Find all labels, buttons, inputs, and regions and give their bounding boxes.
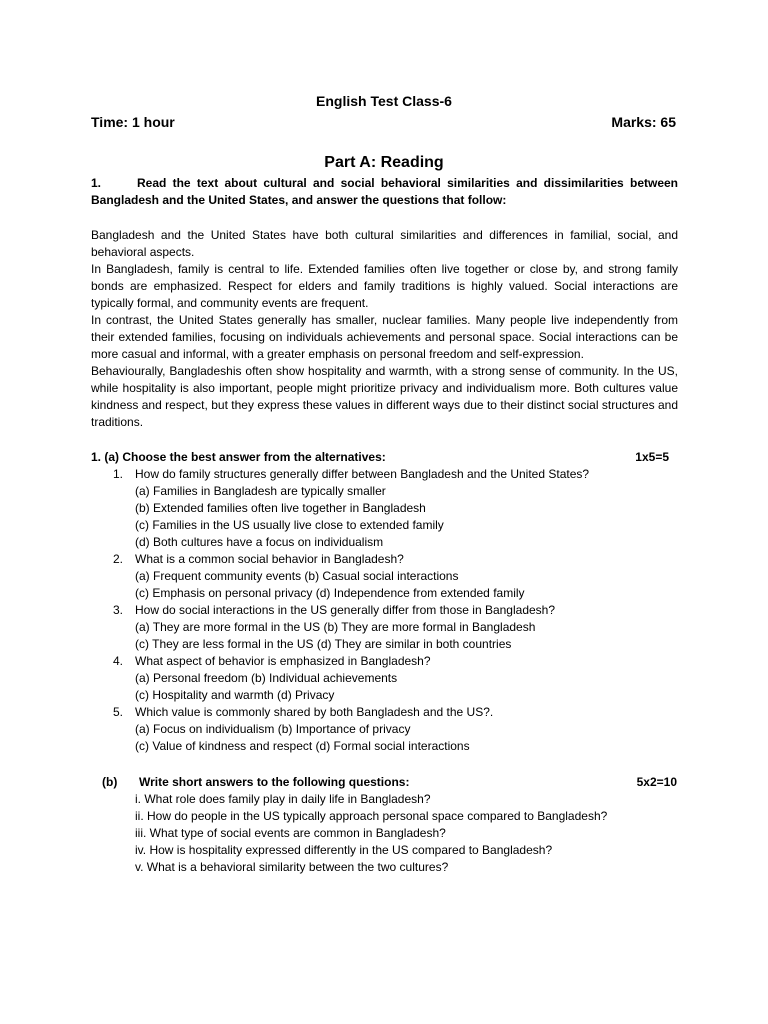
question-text: What aspect of behavior is emphasized in Bangladesh? xyxy=(135,654,431,668)
answer-option: (d) Both cultures have a focus on individualism xyxy=(135,535,384,549)
answer-option: (a) Focus on individualism (b) Importance of privacy xyxy=(135,722,411,736)
section-b-label: (b) xyxy=(102,775,118,789)
mcq-section-heading xyxy=(91,449,669,466)
question-number: 3. xyxy=(113,603,124,617)
passage-paragraph: Behaviourally, Bangladeshis often show hospitality and warmth, with a strong sense of community. In the US, while hospitality is also important, people might prioritize privacy and individualism more. Both cultures value kindness and respect, but they express these values in different ways due to their distinct social structures and traditions. xyxy=(91,364,678,429)
passage-paragraph: In Bangladesh, family is central to life. Extended families often live together or close by, and strong family bonds are emphasized. Respect for elders and family traditions is highly valued. Social interactions are typically formal, and community events are frequent. xyxy=(91,262,678,310)
part-a-title: Part A: Reading xyxy=(324,154,444,171)
question-text: How do family structures generally differ between Bangladesh and the United States? xyxy=(135,467,590,481)
marks-label: Marks: 65 xyxy=(611,114,676,130)
answer-option: (c) Hospitality and warmth (d) Privacy xyxy=(135,688,335,702)
short-answer-question: iii. What type of social events are common in Bangladesh? xyxy=(135,826,446,840)
mcq-list xyxy=(91,466,678,755)
question-text: Which value is commonly shared by both Bangladesh and the US?. xyxy=(135,705,494,719)
mcq-question xyxy=(91,466,678,551)
answer-option: (c) Value of kindness and respect (d) Formal social interactions xyxy=(135,739,470,753)
question-text: How do social interactions in the US generally differ from those in Bangladesh? xyxy=(135,603,556,617)
mcq-marks: 1x5=5 xyxy=(635,450,669,464)
mcq-question xyxy=(91,704,678,755)
question-stem xyxy=(91,551,678,568)
mcq-question xyxy=(91,653,678,704)
short-answer-question: i. What role does family play in daily life in Bangladesh? xyxy=(135,792,431,806)
answer-option: (c) Emphasis on personal privacy (d) Independence from extended family xyxy=(135,586,525,600)
mcq-question xyxy=(91,551,678,602)
answer-option: (a) Personal freedom (b) Individual achievements xyxy=(135,671,398,685)
question-number: 4. xyxy=(113,654,124,668)
question-stem xyxy=(91,466,678,483)
short-answer-question: v. What is a behavioral similarity between the two cultures? xyxy=(135,860,449,874)
question-number: 2. xyxy=(113,552,124,566)
answer-option: (b) Extended families often live together in Bangladesh xyxy=(135,501,426,515)
passage-paragraph: Bangladesh and the United States have both cultural similarities and differences in familial, social, and behavioral aspects. xyxy=(91,228,678,259)
instruction-number: 1. xyxy=(91,176,102,190)
mcq-question xyxy=(91,602,678,653)
time-label: Time: 1 hour xyxy=(91,114,175,130)
answer-option: (c) They are less formal in the US (d) They are similar in both countries xyxy=(135,637,512,651)
short-answer-question: ii. How do people in the US typically approach personal space compared to Bangladesh? xyxy=(135,809,608,823)
meta-row xyxy=(91,114,676,130)
reading-passage xyxy=(91,227,678,431)
question-number: 1. xyxy=(113,467,124,481)
question-stem xyxy=(91,602,678,619)
reading-instruction xyxy=(91,175,678,209)
question-number: 5. xyxy=(113,705,124,719)
answer-option: (a) Families in Bangladesh are typically smaller xyxy=(135,484,386,498)
document-title: English Test Class-6 xyxy=(316,93,452,109)
short-answer-question: iv. How is hospitality expressed differently in the US compared to Bangladesh? xyxy=(135,843,553,857)
question-text: What is a common social behavior in Bangladesh? xyxy=(135,552,404,566)
answer-option: (c) Families in the US usually live close to extended family xyxy=(135,518,444,532)
short-answer-marks: 5x2=10 xyxy=(636,775,677,789)
answer-option: (a) Frequent community events (b) Casual social interactions xyxy=(135,569,459,583)
question-stem xyxy=(91,704,678,721)
question-stem xyxy=(91,653,678,670)
instruction-text: Read the text about cultural and social behavioral similarities and dissimilarities between Bangladesh and the United States, and answer the questions that follow: xyxy=(91,176,678,207)
short-answer-heading xyxy=(102,774,677,791)
short-answer-list xyxy=(135,791,675,876)
mcq-heading-text: 1. (a) Choose the best answer from the alternatives: xyxy=(91,450,386,464)
short-answer-heading-text: Write short answers to the following questions: xyxy=(139,775,410,789)
answer-option: (a) They are more formal in the US (b) They are more formal in Bangladesh xyxy=(135,620,536,634)
passage-paragraph: In contrast, the United States generally has smaller, nuclear families. Many people live independently from their extended families, focusing on individuals achievements and personal space. Social interactions can be more casual and informal, with a greater emphasis on personal freedom and self-expression. xyxy=(91,313,678,361)
